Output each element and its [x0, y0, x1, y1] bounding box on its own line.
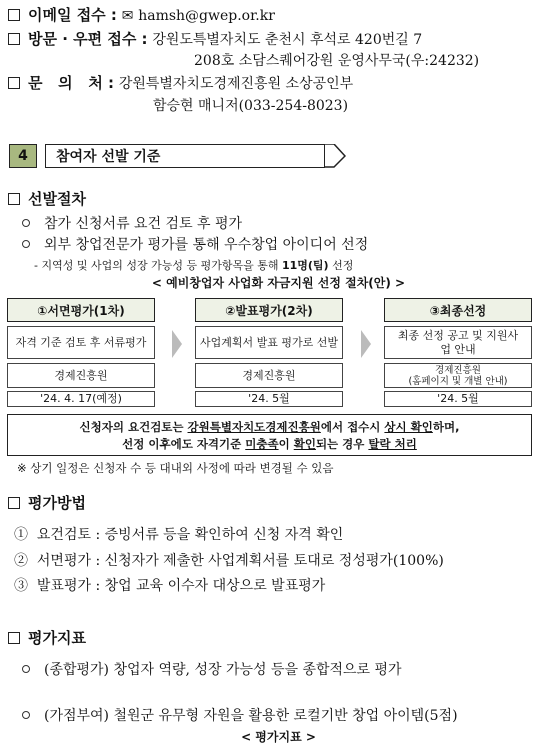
visit-row: [8, 29, 422, 50]
stage-org: 경제진흥원: [195, 363, 343, 388]
method-item-1: ① 요건검토 : 증빙서류 등을 확인하여 신청 자격 확인: [14, 527, 344, 543]
stage-desc: 사업계획서 발표 평가로 선발: [195, 326, 343, 359]
selection-heading-row: [8, 189, 86, 209]
stage-2: [195, 298, 343, 407]
checkbox-square-icon: [8, 77, 20, 89]
email-value[interactable]: hamsh@gwep.or.kr: [138, 8, 275, 24]
stage-head: ③최종선정: [384, 298, 532, 322]
flow-arrow-icon: [361, 330, 371, 358]
stage-head: ②발표평가(2차): [195, 298, 343, 322]
bullet-circle-icon: [22, 665, 30, 673]
stage-desc: 자격 기준 검토 후 서류평가: [7, 326, 155, 359]
method-item-3: ③ 발표평가 : 창업 교육 이수자 대상으로 발표평가: [14, 578, 326, 594]
stage-1: [7, 298, 155, 407]
visit-value-1: 강원도특별자치도 춘천시 후석로 420번길 7: [152, 32, 423, 48]
section-tab-corner-icon: [324, 144, 346, 168]
selection-item-1: 참가 신청서류 요건 검토 후 평가: [22, 214, 242, 234]
inquiry-value-1: 강원특별자치도경제진흥원 소상공인부: [118, 76, 354, 92]
notice-box: [7, 414, 532, 456]
stage-org: 경제진흥원: [7, 363, 155, 388]
indicators-caption: < 평가지표 >: [241, 730, 316, 744]
checkbox-square-icon: [8, 632, 20, 644]
bullet-circle-icon: [22, 240, 30, 248]
bullet-circle-icon: [22, 711, 30, 719]
visit-value-2: 208호 소담스퀘어강원 운영사무국(우:24232): [194, 53, 480, 69]
stage-date: '24. 5월: [195, 391, 343, 407]
section-number: 4: [9, 144, 37, 168]
checkbox-square-icon: [8, 9, 20, 21]
stage-org: [384, 363, 532, 388]
flow-title: < 예비창업자 사업화 자금지원 선정 절차(안) >: [151, 276, 406, 290]
selection-subnote: - 지역성 및 사업의 성장 가능성 등 평가항목을 통해 11명(팀) 선정: [34, 259, 354, 272]
inquiry-value-2: 함승현 매니저(033-254-8023): [153, 98, 349, 114]
notice-line-1: 신청자의 요건검토는 강원특별자치도경제진흥원에서 접수시 상시 확인하며,: [79, 420, 460, 434]
indicator-item-1: (종합평가) 창업자 역량, 성장 가능성 등을 종합적으로 평가: [22, 660, 402, 680]
section-header: [9, 144, 346, 168]
stage-head: ①서면평가(1차): [7, 298, 155, 322]
bullet-circle-icon: [22, 219, 30, 227]
footnote: ※ 상기 일정은 신청자 수 등 대내외 사정에 따라 변경될 수 있음: [17, 461, 334, 475]
checkbox-square-icon: [8, 33, 20, 45]
stage-date: '24. 5월: [384, 391, 532, 407]
stage-org-name: 경제진흥원: [435, 364, 481, 376]
indicators-heading-row: [8, 628, 86, 648]
stage-date: '24. 4. 17(예정): [7, 391, 155, 407]
indicators-heading: 평가지표: [28, 629, 86, 647]
flow-arrow-icon: [172, 330, 182, 358]
envelope-icon: ✉: [121, 8, 134, 24]
inquiry-label: 문 의 처 :: [28, 74, 115, 92]
method-heading: 평가방법: [28, 494, 86, 512]
inquiry-row: [8, 73, 353, 94]
method-item-2: ② 서면평가 : 신청자가 제출한 사업계획서를 토대로 정성평가(100%): [14, 553, 444, 569]
stage-desc: 최종 선정 공고 및 지원사업 안내: [384, 326, 532, 359]
stage-3: [384, 298, 532, 407]
notice-line-2: 선정 이후에도 자격기준 미충족이 확인되는 경우 탈락 처리: [122, 437, 417, 451]
checkbox-square-icon: [8, 497, 20, 509]
stage-org-sub: (홈페이지 및 개별 안내): [408, 375, 508, 387]
section-title: 참여자 선발 기준: [45, 144, 325, 168]
selection-heading: 선발절차: [28, 190, 86, 208]
indicator-item-2: (가점부여) 철원군 유무형 자원을 활용한 로컬기반 창업 아이템(5점): [22, 706, 458, 726]
email-row: [8, 5, 275, 26]
visit-label: 방문 · 우편 접수 :: [28, 30, 148, 48]
selection-item-2: 외부 창업전문가 평가를 통해 우수창업 아이디어 선정: [22, 235, 368, 255]
method-heading-row: [8, 493, 86, 513]
email-label: 이메일 접수 :: [28, 6, 117, 24]
checkbox-square-icon: [8, 193, 20, 205]
